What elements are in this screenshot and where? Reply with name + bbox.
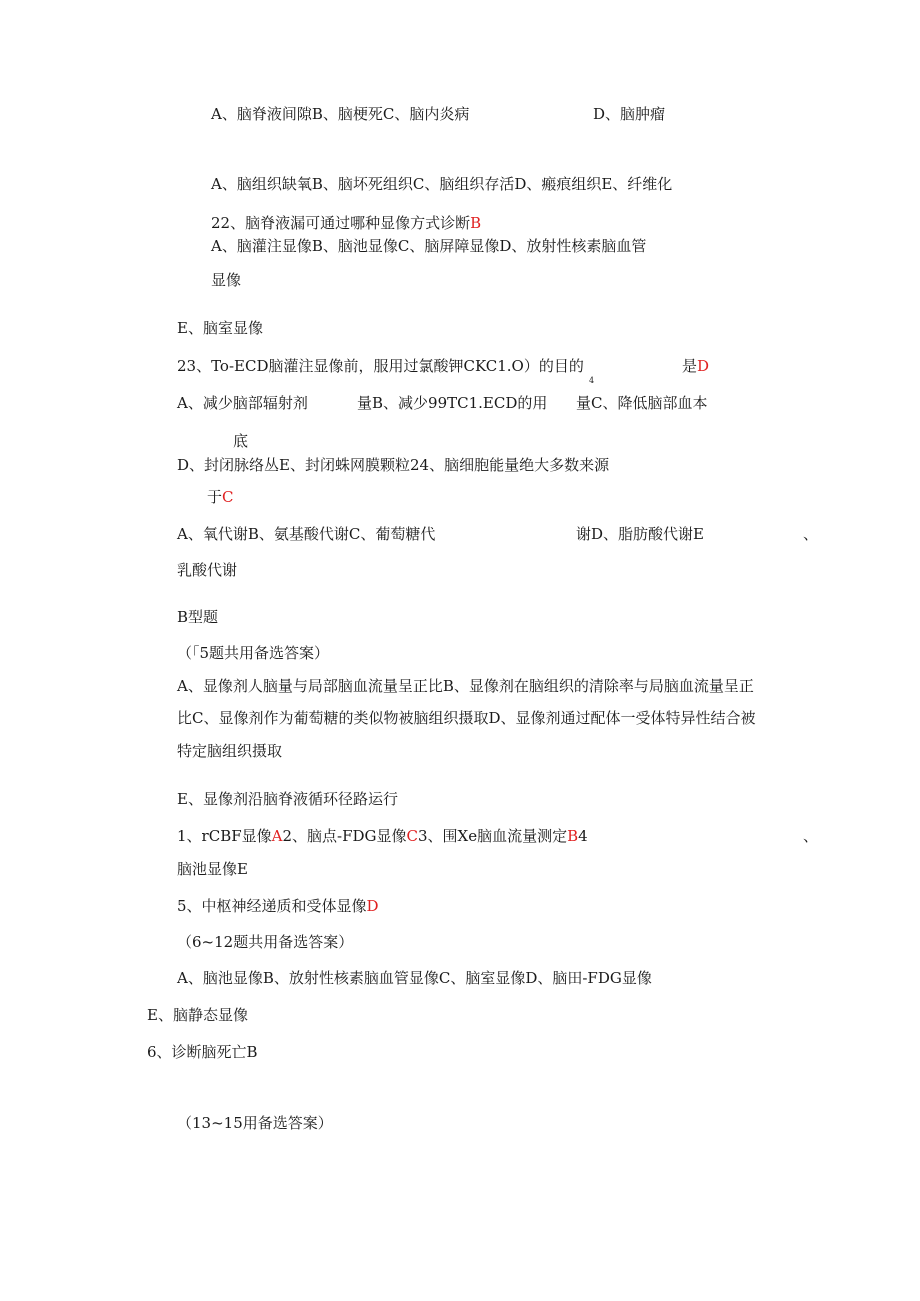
question-1-4: [177, 826, 588, 846]
option-line: E、显像剂沿脑脊液循环径路运行: [177, 790, 398, 808]
option-line: 比C、显像剂作为葡萄糖的类似物被脑组织摄取D、显像剂通过配体一受体特异性结合被: [177, 709, 756, 727]
option-line: E、脑室显像: [177, 319, 263, 337]
option-line: 显像: [211, 271, 242, 289]
question-24-tail: [207, 487, 234, 507]
option-line: A、减少脑部辐射剂: [177, 394, 308, 412]
option-line: 量B、减少99TC1.ECD的用: [357, 394, 548, 412]
question-text: 1、rCBF显像: [177, 827, 272, 845]
option-line: A、脑脊液间隙B、脑梗死C、脑内炎病: [211, 105, 470, 123]
option-line: 谢D、脂肪酸代谢E: [576, 525, 704, 543]
option-line: 量C、降低脑部血本: [576, 394, 708, 412]
option-line: A、脑组织缺氧B、脑坏死组织C、脑组织存活D、瘢痕组织E、纤维化: [211, 175, 673, 193]
section-heading: B型题: [177, 608, 219, 626]
option-line: A、脑灌注显像B、脑池显像C、脑屏障显像D、放射性核素脑血管: [211, 237, 647, 255]
option-line: A、显像剂人脑量与局部脑血流量呈正比B、显像剂在脑组织的清除率与局脑血流量呈正: [177, 677, 754, 695]
option-line: 乳酸代谢: [177, 561, 238, 579]
question-23: [177, 356, 584, 376]
question-5: [177, 896, 379, 916]
option-line: 底: [233, 432, 249, 450]
option-line: D、封闭脉络丛E、封闭蛛网膜颗粒24、脑细胞能量绝大多数来源: [177, 456, 610, 474]
group-heading: （「5题共用备选答案）: [177, 644, 330, 662]
question-text: 4: [578, 827, 588, 845]
question-6: 6、诊断脑死亡B: [147, 1043, 258, 1061]
question-text: 2、脑点-FDG显像: [282, 827, 407, 845]
option-line: E、脑静态显像: [147, 1006, 248, 1024]
question-23-tail: [682, 356, 709, 376]
subscript-mark: 4: [589, 376, 595, 385]
option-line: 脑池显像E: [177, 860, 248, 878]
option-line: A、脑池显像B、放射性核素脑血管显像C、脑室显像D、脑田-FDG显像: [177, 969, 652, 987]
option-line: 、: [803, 525, 819, 543]
answer-mark: C: [406, 827, 418, 845]
group-heading: （13~15用备选答案）: [177, 1114, 333, 1132]
question-text: 5、中枢神经递质和受体显像: [177, 897, 367, 915]
question-text: 3、围Xe脑血流量测定: [417, 827, 568, 845]
group-heading: （6~12题共用备选答案）: [177, 933, 354, 951]
answer-mark: B: [470, 214, 482, 232]
option-line: A、氧代谢B、氨基酸代谢C、葡萄糖代: [177, 525, 436, 543]
question-text: 22、脑脊液漏可通过哪种显像方式诊断: [211, 214, 471, 232]
question-text: 于: [207, 488, 223, 506]
answer-mark: B: [567, 827, 579, 845]
answer-mark: D: [697, 357, 710, 375]
question-22: [211, 213, 481, 233]
answer-mark: C: [222, 488, 234, 506]
option-line: 、: [803, 827, 819, 845]
question-text: 是: [682, 357, 698, 375]
option-line: 特定脑组织摄取: [177, 742, 283, 760]
question-text: 23、To-ECD脑灌注显像前，服用过氯酸钾CKC1.O）的目的: [177, 357, 584, 375]
option-line: D、脑肿瘤: [593, 105, 666, 123]
answer-mark: A: [271, 827, 283, 845]
answer-mark: D: [366, 897, 379, 915]
